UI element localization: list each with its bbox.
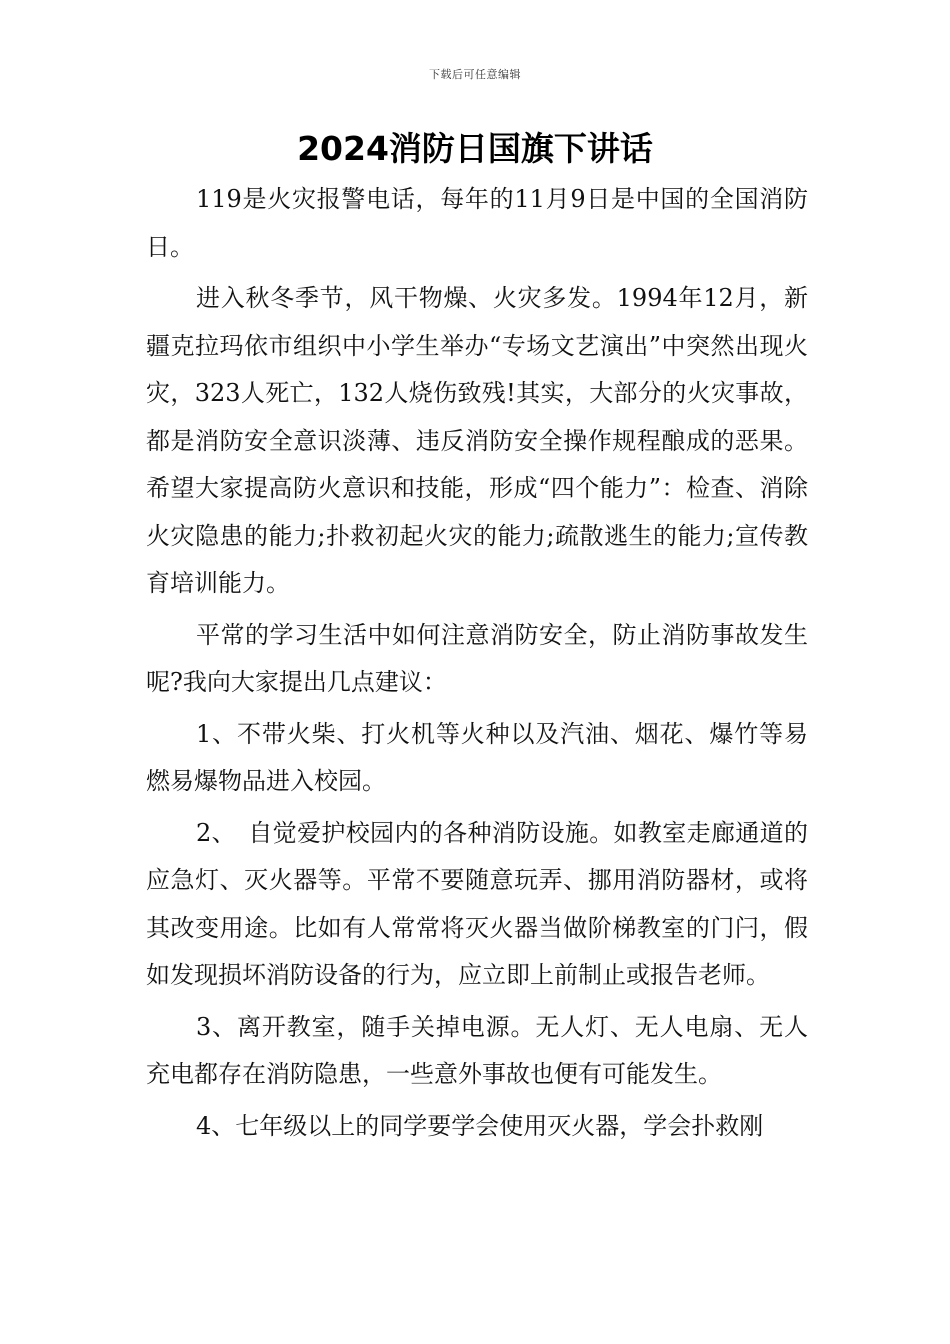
suggestion-2: 2、 自觉爱护校园内的各种消防设施。如教室走廊通道的应急灯、灭火器等。平常不要随意玩弄、挪用消防器材，或将其改变用途。比如有人常常将灭火器当做阶梯教室的门闩，假如发现损坏消防设备的行为，应立即上前制止或报告老师。	[146, 818, 808, 989]
paragraph-intro: 119是火灾报警电话，每年的11月9日是中国的全国消防日。	[146, 185, 808, 261]
page-title: 2024消防日国旗下讲话	[297, 129, 653, 168]
paragraph-background: 进入秋冬季节，风干物燥、火灾多发。1994年12月，新疆克拉玛依市组织中小学生举办“专场文艺演出”中突然出现火灾，323人死亡，132人烧伤致残!其实，大部分的火灾事故，都是消防安全意识淡薄、违反消防安全操作规程酿成的恶果。希望大家提高防火意识和技能，形成“四个能力”：检查、消除火灾隐患的能力;扑救初起火灾的能力;疏散逃生的能力;宣传教育培训能力。	[146, 284, 808, 597]
paragraph-question: 平常的学习生活中如何注意消防安全，防止消防事故发生呢?我向大家提出几点建议：	[146, 620, 808, 696]
suggestion-3: 3、离开教室，随手关掉电源。无人灯、无人电扇、无人充电都存在消防隐患，一些意外事故也便有可能发生。	[146, 1012, 808, 1088]
header-note: 下载后可任意编辑	[429, 68, 521, 81]
suggestion-4: 4、七年级以上的同学要学会使用灭火器，学会扑救刚	[196, 1111, 764, 1140]
speech-body	[146, 176, 808, 1154]
suggestion-1: 1、不带火柴、打火机等火种以及汽油、烟花、爆竹等易燃易爆物品进入校园。	[146, 719, 808, 795]
